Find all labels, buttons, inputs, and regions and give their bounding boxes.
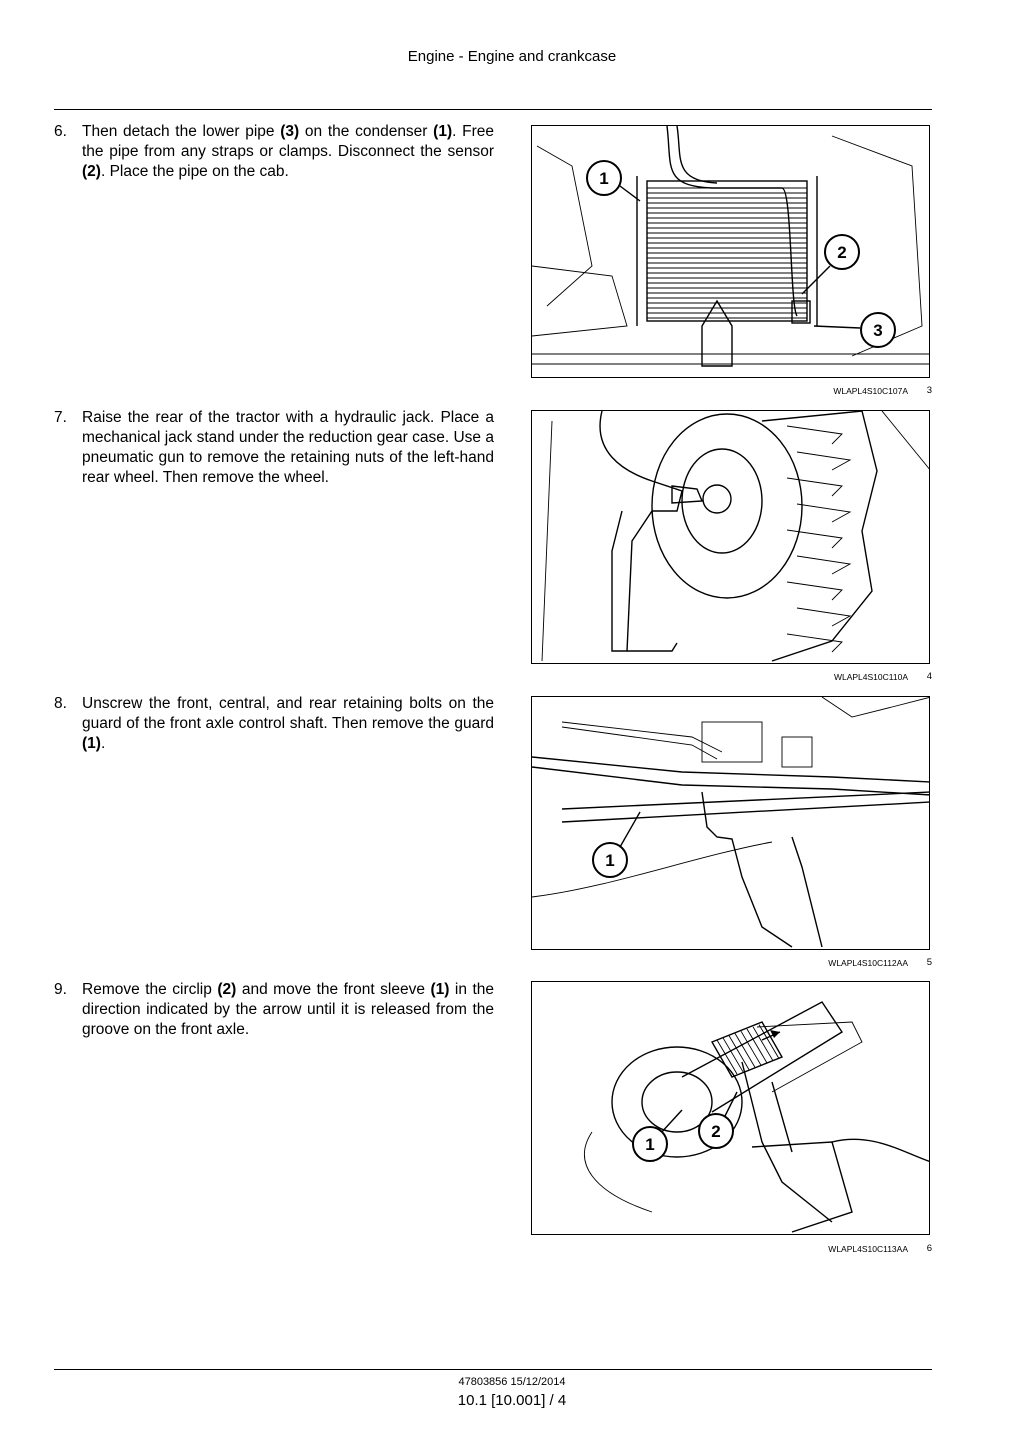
figure-condenser [531,125,930,378]
callout-2 [699,1114,733,1148]
svg-text:1: 1 [599,169,609,188]
figure-axle-guard [531,696,930,950]
footer-doc-date: 47803856 15/12/2014 [458,1376,566,1388]
figure-rear-wheel [531,410,930,664]
step-number: 9. [54,981,67,998]
svg-text:1: 1 [605,851,615,870]
callout-2 [825,235,859,269]
step-number: 6. [54,123,67,140]
callout-1 [633,1127,667,1161]
svg-text:3: 3 [873,321,883,340]
step-number: 7. [54,409,67,426]
svg-text:2: 2 [837,243,847,262]
step-text: Unscrew the front, central, and rear retaining bolts on the guard of the front axle control shaft. Then remove the guard (1). [82,695,494,752]
figure-code: WLAPL4S10C112AA [828,958,908,968]
figure-index: 6 [926,1243,932,1254]
svg-text:1: 1 [645,1135,655,1154]
header-rule [54,109,932,110]
callout-1 [593,843,627,877]
footer-page-ref: 10.1 [10.001] / 4 [457,1392,567,1409]
figure-code: WLAPL4S10C113AA [828,1244,908,1254]
figure-index: 4 [926,671,932,682]
step-text: Raise the rear of the tractor with a hydraulic jack. Place a mechanical jack stand under the reduction gear case. Use a pneumatic gun to remove the retaining nuts of the left-hand rear wheel. Then remove the wheel. [82,409,494,486]
page-header: Engine - Engine and crankcase [407,48,617,65]
footer-rule [54,1369,932,1370]
figure-code: WLAPL4S10C107A [833,386,908,396]
step-text: Then detach the lower pipe (3) on the condenser (1). Free the pipe from any straps or clamps. Disconnect the sensor (2). Place the pipe on the cab. [82,123,494,180]
figure-index: 3 [926,385,932,396]
figure-front-sleeve [531,981,930,1235]
callout-1 [587,161,621,195]
step-text: Remove the circlip (2) and move the front sleeve (1) in the direction indicated by the arrow until it is released from the groove on the front axle. [82,981,495,1038]
svg-text:2: 2 [711,1122,721,1141]
step-number: 8. [54,695,67,712]
figure-code: WLAPL4S10C110A [833,672,908,682]
figure-index: 5 [926,957,932,968]
callout-3 [861,313,895,347]
